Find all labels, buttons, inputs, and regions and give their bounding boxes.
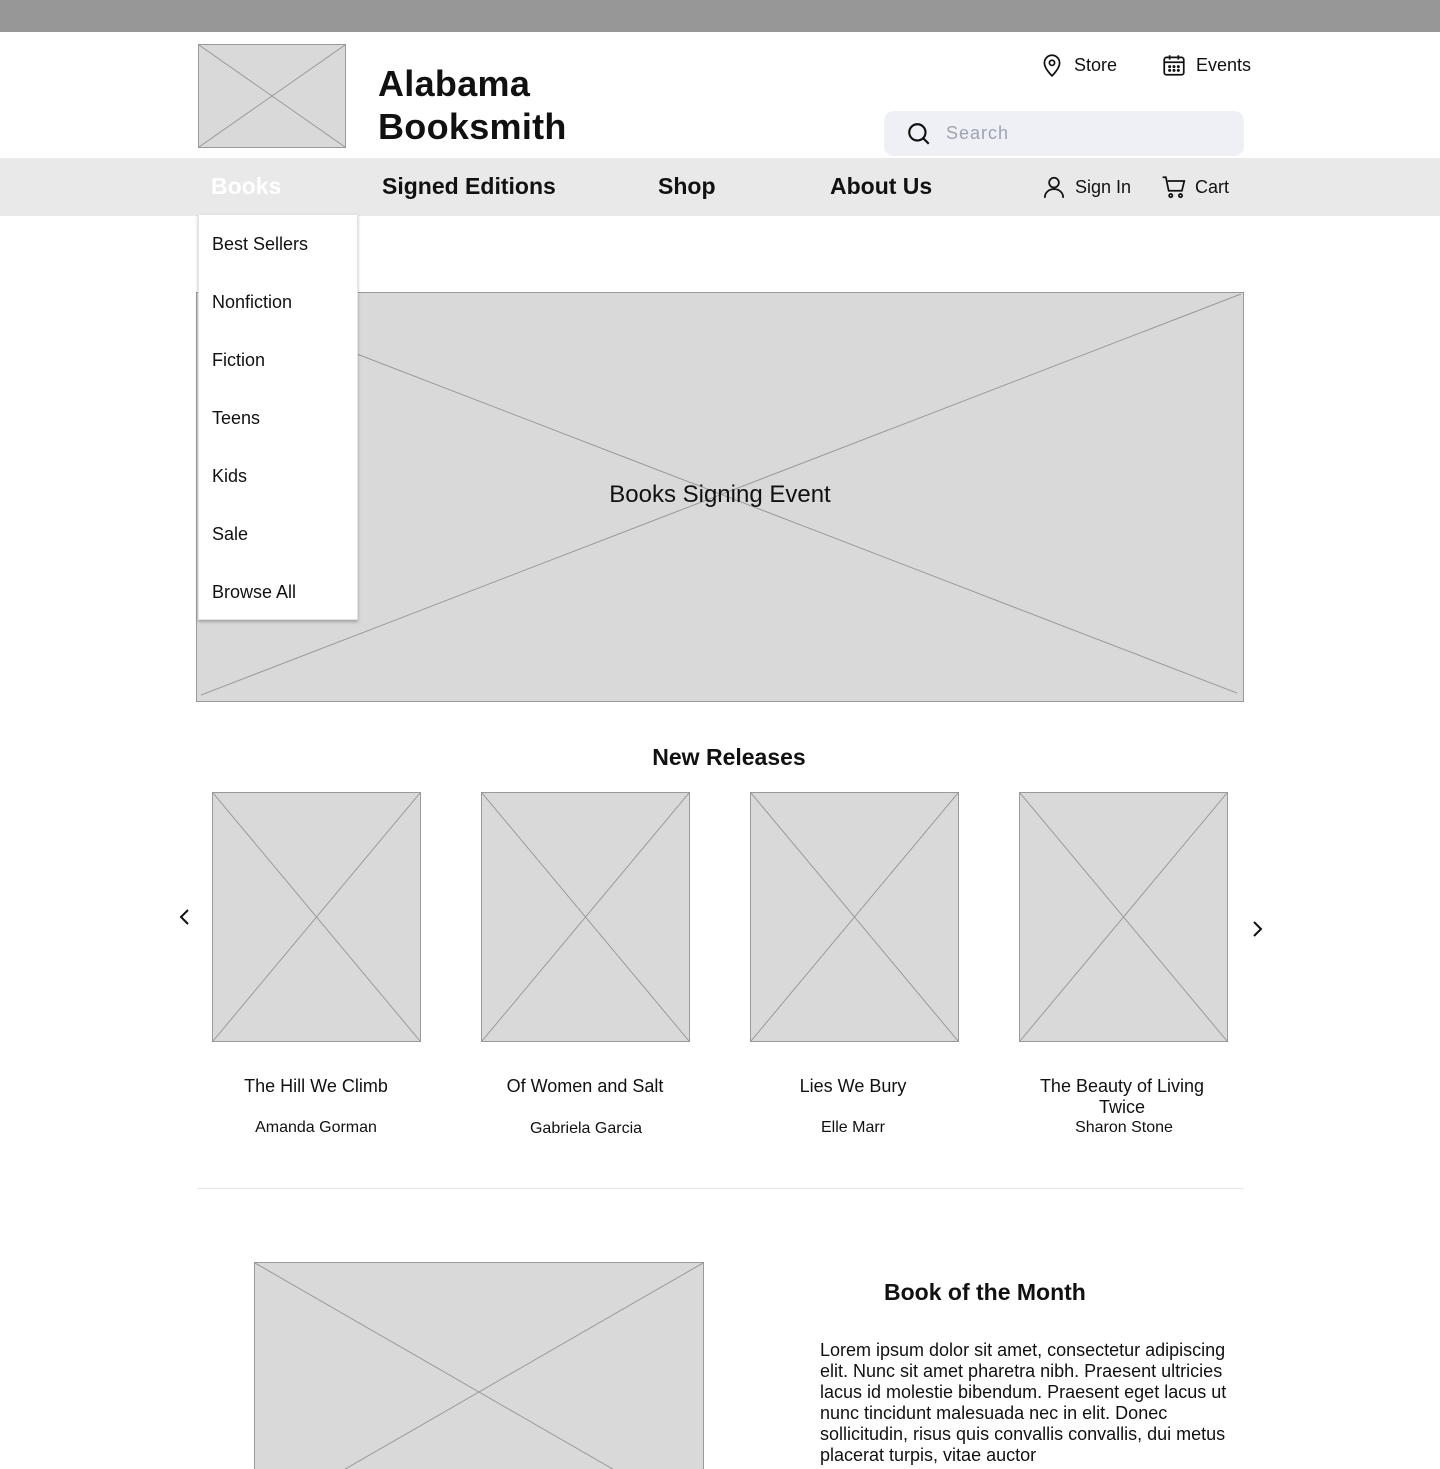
site-title-line-2: Booksmith	[378, 106, 567, 147]
cart-link[interactable]	[1161, 174, 1229, 200]
book-of-month-description: Lorem ipsum dolor sit amet, consectetur adipiscing elit. Nunc sit amet pharetra nibh. Praesent ultricies lacus id molestie bibendum. Praesent eget lacus ut nunc tincidunt malesuada nec in elit. Donec sollicitudin, risus quis convallis convallis, dui metus placerat turpis, vitae auctor	[820, 1340, 1227, 1465]
book-cover[interactable]	[750, 792, 959, 1042]
book-author: Amanda Gorman	[255, 1119, 377, 1136]
section-divider	[197, 1188, 1244, 1189]
events-link[interactable]	[1161, 52, 1251, 78]
dropdown-item-teens[interactable]: Teens	[212, 408, 261, 428]
location-pin-icon	[1039, 52, 1065, 78]
book-cover[interactable]	[481, 792, 690, 1042]
book-title[interactable]: Of Women and Salt	[506, 1076, 664, 1096]
book-cover[interactable]	[1019, 792, 1228, 1042]
search-input[interactable]	[946, 123, 1206, 144]
hero-label: Books Signing Event	[609, 481, 831, 508]
site-title-line-1: Alabama	[378, 63, 531, 104]
sign-in-label: Sign In	[1075, 176, 1132, 197]
dropdown-item-kids[interactable]: Kids	[212, 466, 248, 486]
book-author: Gabriela Garcia	[529, 1120, 643, 1137]
book-author: Sharon Stone	[1075, 1119, 1173, 1136]
store-label: Store	[1074, 54, 1118, 75]
cart-icon	[1161, 174, 1187, 200]
book-of-month-title: Book of the Month	[884, 1279, 1086, 1305]
user-icon	[1041, 174, 1067, 200]
store-link[interactable]	[1039, 52, 1117, 78]
cart-label: Cart	[1195, 176, 1230, 197]
nav-item-about-us[interactable]: About Us	[830, 173, 933, 199]
search-icon[interactable]	[906, 121, 932, 147]
dropdown-item-nonfiction[interactable]: Nonfiction	[212, 292, 293, 312]
new-releases-title: New Releases	[652, 744, 806, 770]
nav-item-shop[interactable]: Shop	[658, 173, 716, 199]
book-title[interactable]: The Beauty of Living Twice	[1039, 1076, 1205, 1117]
browser-top-bar	[0, 0, 1440, 32]
carousel-prev-icon[interactable]	[173, 905, 197, 929]
book-title[interactable]: Lies We Bury	[799, 1076, 907, 1096]
sign-in-link[interactable]	[1041, 174, 1131, 200]
books-dropdown-menu	[198, 214, 358, 620]
logo-image[interactable]	[198, 44, 346, 148]
site-title[interactable]	[378, 62, 567, 148]
events-label: Events	[1196, 54, 1252, 75]
dropdown-item-browse-all[interactable]: Browse All	[212, 582, 297, 602]
dropdown-item-fiction[interactable]: Fiction	[212, 350, 266, 370]
nav-item-signed-editions[interactable]: Signed Editions	[382, 173, 556, 199]
book-of-month-image[interactable]	[254, 1262, 704, 1469]
carousel-next-icon[interactable]	[1245, 917, 1269, 941]
calendar-icon	[1161, 52, 1187, 78]
nav-item-books[interactable]: Books	[211, 173, 282, 199]
dropdown-item-sale[interactable]: Sale	[212, 524, 249, 544]
book-title[interactable]: The Hill We Climb	[244, 1076, 388, 1096]
search-box[interactable]	[884, 111, 1244, 156]
book-cover[interactable]	[212, 792, 421, 1042]
book-author: Elle Marr	[820, 1119, 885, 1136]
dropdown-item-best-sellers[interactable]: Best Sellers	[212, 234, 309, 254]
